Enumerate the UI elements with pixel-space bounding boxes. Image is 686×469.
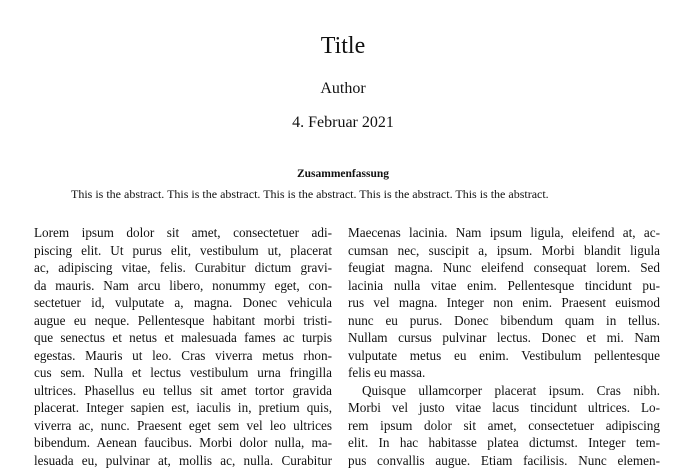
text-line: cumsan nec, suscipit a, ipsum. Morbi blandit ligula xyxy=(348,242,660,260)
text-line: rem ipsum dolor sit amet, consectetuer adipiscing xyxy=(348,417,660,435)
text-line: Maecenas lacinia. Nam ipsum ligula, eleifend at, ac- xyxy=(348,224,660,242)
right-paragraph-1 xyxy=(348,224,660,382)
text-line: bibendum. Aenean faucibus. Morbi dolor nulla, ma- xyxy=(20,434,332,452)
text-line: lacinia nulla vitae enim. Pellentesque tincidunt pu- xyxy=(348,277,660,295)
text-line: nunc eu purus. Donec bibendum quam in tellus. xyxy=(348,312,660,330)
abstract-heading: Zusammenfassung xyxy=(0,166,686,182)
text-line: da mauris. Nam arcu libero, nonummy eget, con- xyxy=(20,277,332,295)
text-line: Quisque ullamcorper placerat ipsum. Cras nibh. xyxy=(348,382,660,400)
text-line: elit. In hac habitasse platea dictumst. Integer tem- xyxy=(348,434,660,452)
text-line: felis eu massa. xyxy=(348,364,660,382)
left-column xyxy=(20,224,332,469)
text-line: cus sem. Nulla et lectus vestibulum urna fringilla xyxy=(20,364,332,382)
text-line: sectetuer id, vulputate a, magna. Donec vehicula xyxy=(20,294,332,312)
text-line: piscing elit. Ut purus elit, vestibulum ut, placerat xyxy=(20,242,332,260)
text-line: augue eu neque. Pellentesque habitant morbi tristi- xyxy=(20,312,332,330)
abstract-body xyxy=(51,186,635,202)
text-line: rus vel magna. Integer non enim. Praesent euismod xyxy=(348,294,660,312)
text-line: Lorem ipsum dolor sit amet, consectetuer adi- xyxy=(20,224,332,242)
document-author: Author xyxy=(0,78,686,100)
text-line: vulputate metus eu enim. Vestibulum pellentesque xyxy=(348,347,660,365)
text-line: lesuada eu, pulvinar at, mollis ac, nulla. Curabitur xyxy=(20,452,332,469)
text-line: ac, adipiscing vitae, felis. Curabitur dictum gravi- xyxy=(20,259,332,277)
document-date: 4. Februar 2021 xyxy=(0,112,686,134)
abstract-text: This is the abstract. This is the abstract. This is the abstract. This is the abstract. This is the abstract. xyxy=(51,186,635,202)
text-line: ultrices. Phasellus eu tellus sit amet tortor gravida xyxy=(20,382,332,400)
text-line: Morbi vel justo vitae lacus tincidunt ultrices. Lo- xyxy=(348,399,660,417)
text-line: feugiat magna. Nunc eleifend consequat lorem. Sed xyxy=(348,259,660,277)
right-paragraph-2 xyxy=(348,382,660,469)
text-line: que senectus et netus et malesuada fames ac turpis xyxy=(20,329,332,347)
text-line: viverra ac, nunc. Praesent eget sem vel leo ultrices xyxy=(20,417,332,435)
text-line: egestas. Mauris ut leo. Cras viverra metus rhon- xyxy=(20,347,332,365)
left-paragraph xyxy=(20,224,332,469)
text-line: Nullam cursus pulvinar lectus. Donec et mi. Nam xyxy=(348,329,660,347)
document-title: Title xyxy=(0,30,686,62)
text-line: placerat. Integer sapien est, iaculis in, pretium quis, xyxy=(20,399,332,417)
right-column xyxy=(348,224,660,469)
text-line: pus convallis augue. Etiam facilisis. Nunc elemen- xyxy=(348,452,660,469)
